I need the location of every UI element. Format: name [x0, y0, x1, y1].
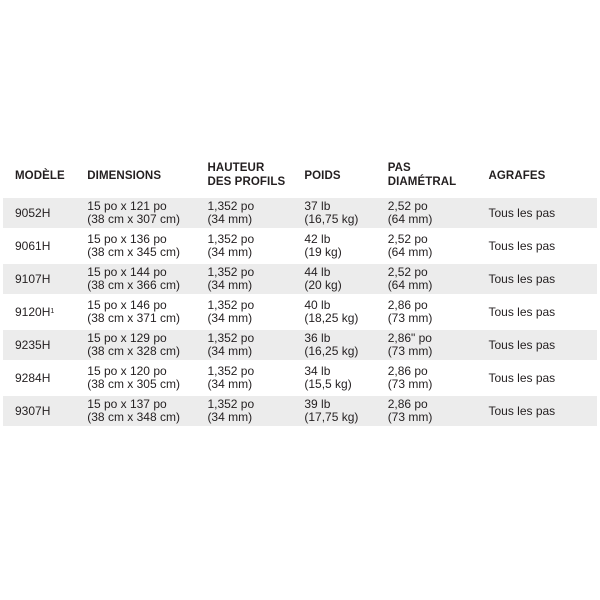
cell-poids: 34 lb (15,5 kg): [304, 364, 352, 391]
cell-agrafes: Tous les pas: [488, 205, 556, 220]
table-row: [3, 297, 597, 327]
cell-model: 9235H: [15, 337, 51, 352]
table-row: [3, 330, 597, 360]
table-row: [3, 363, 597, 393]
cell-poids: 39 lb (17,75 kg): [304, 397, 359, 424]
cell-dimensions: 15 po x 146 po (38 cm x 371 cm): [87, 298, 180, 325]
table-row: [3, 396, 597, 426]
cell-poids: 44 lb (20 kg): [304, 265, 342, 292]
cell-dimensions: 15 po x 121 po (38 cm x 307 cm): [87, 199, 180, 226]
cell-model: 9284H: [15, 370, 51, 385]
header-agrafes: AGRAFES: [488, 170, 546, 182]
spec-table: [3, 160, 597, 429]
cell-model: 9107H: [15, 271, 51, 286]
cell-dimensions: 15 po x 129 po (38 cm x 328 cm): [87, 331, 180, 358]
cell-pas-diametral: 2,86 po (73 mm): [387, 298, 433, 325]
header-poids: POIDS: [304, 170, 341, 182]
cell-agrafes: Tous les pas: [488, 271, 556, 286]
cell-model: 9307H: [15, 403, 51, 418]
cell-poids: 37 lb (16,75 kg): [304, 199, 359, 226]
cell-dimensions: 15 po x 137 po (38 cm x 348 cm): [87, 397, 180, 424]
cell-agrafes: Tous les pas: [488, 370, 556, 385]
cell-pas-diametral: 2,52 po (64 mm): [387, 199, 433, 226]
header-dimensions: DIMENSIONS: [87, 170, 162, 182]
cell-hauteur: 1,352 po (34 mm): [207, 199, 255, 226]
cell-poids: 36 lb (16,25 kg): [304, 331, 359, 358]
cell-agrafes: Tous les pas: [488, 337, 556, 352]
table-row: [3, 231, 597, 261]
cell-model: 9120H 1: [15, 304, 55, 319]
cell-hauteur: 1,352 po (34 mm): [207, 265, 255, 292]
cell-dimensions: 15 po x 136 po (38 cm x 345 cm): [87, 232, 180, 259]
cell-pas-diametral: 2,86 po (73 mm): [387, 364, 433, 391]
cell-model: 9052H: [15, 205, 51, 220]
cell-agrafes: Tous les pas: [488, 304, 556, 319]
cell-pas-diametral: 2,52 po (64 mm): [387, 232, 433, 259]
table-row: [3, 264, 597, 294]
table-row: [3, 198, 597, 228]
cell-pas-diametral: 2,52 po (64 mm): [387, 265, 433, 292]
cell-agrafes: Tous les pas: [488, 403, 556, 418]
header-model: MODÈLE: [15, 170, 65, 182]
cell-agrafes: Tous les pas: [488, 238, 556, 253]
table-body: [3, 198, 597, 426]
cell-hauteur: 1,352 po (34 mm): [207, 397, 255, 424]
cell-poids: 42 lb (19 kg): [304, 232, 342, 259]
cell-hauteur: 1,352 po (34 mm): [207, 331, 255, 358]
cell-model: 9061H: [15, 238, 51, 253]
cell-poids: 40 lb (18,25 kg): [304, 298, 359, 325]
cell-dimensions: 15 po x 120 po (38 cm x 305 cm): [87, 364, 180, 391]
cell-dimensions: 15 po x 144 po (38 cm x 366 cm): [87, 265, 180, 292]
cell-hauteur: 1,352 po (34 mm): [207, 298, 255, 325]
cell-pas-diametral: 2,86 po (73 mm): [387, 397, 433, 424]
cell-pas-diametral: 2,86" po (73 mm): [387, 331, 433, 358]
header-hauteur: HAUTEUR DES PROFILS: [207, 162, 286, 188]
header-pas-diametral: PAS DIAMÉTRAL: [387, 162, 457, 188]
table-header: [3, 160, 597, 198]
cell-hauteur: 1,352 po (34 mm): [207, 232, 255, 259]
cell-hauteur: 1,352 po (34 mm): [207, 364, 255, 391]
